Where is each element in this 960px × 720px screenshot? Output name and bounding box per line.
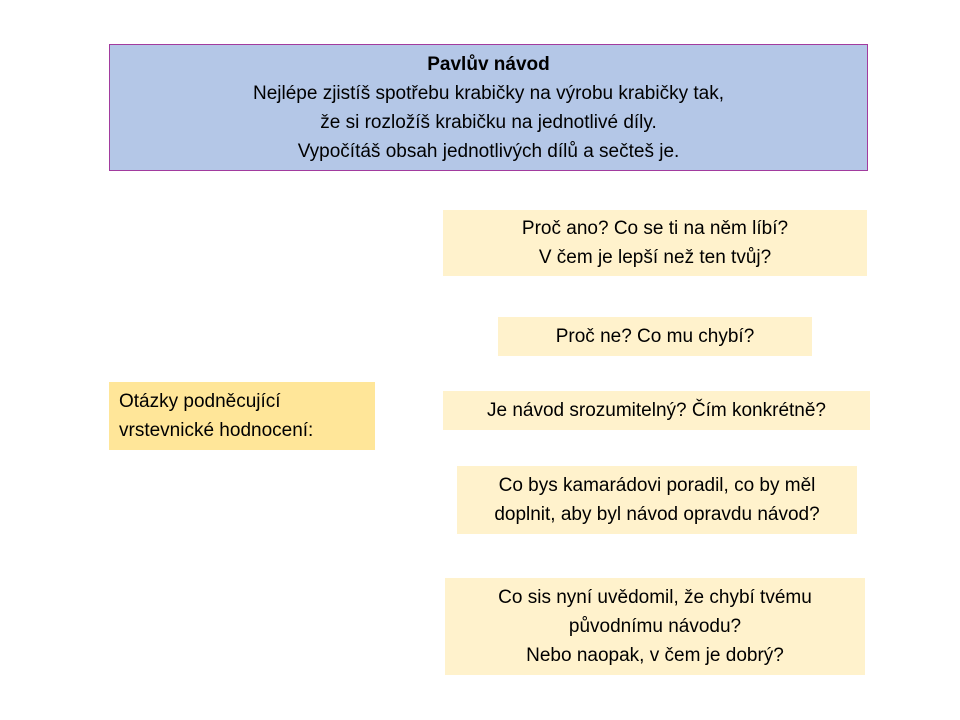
question-line: Proč ano? Co se ti na něm líbí? (521, 218, 789, 239)
guide-line: Vypočítáš obsah jednotlivých dílů a sečteš je. (297, 140, 680, 162)
guide-line: Nejlépe zjistíš spotřebu krabičky na výrobu krabičky tak, (253, 82, 724, 104)
question-line: Co sis nyní uvědomil, že chybí tvému (498, 587, 812, 608)
prompt-line: vrstevnické hodnocení: (119, 420, 314, 441)
prompt-line: Otázky podněcující (119, 391, 281, 412)
guide-line: že si rozložíš krabičku na jednotlivé díly. (320, 111, 657, 133)
question-box (445, 578, 865, 675)
question-box (443, 391, 870, 430)
question-box (443, 210, 867, 276)
peer-review-prompt-box (109, 382, 375, 450)
question-line: V čem je lepší než ten tvůj? (538, 247, 772, 268)
question-line: Proč ne? Co mu chybí? (555, 326, 755, 347)
question-box (457, 466, 857, 534)
guide-box (109, 44, 868, 171)
question-line: Je návod srozumitelný? Čím konkrétně? (487, 400, 826, 421)
question-line: Co bys kamarádovi poradil, co by měl (498, 475, 816, 496)
question-box (498, 317, 812, 356)
question-line: Nebo naopak, v čem je dobrý? (526, 645, 784, 666)
question-line: doplnit, aby byl návod opravdu návod? (494, 504, 820, 525)
guide-title: Pavlův návod (427, 53, 550, 75)
question-line: původnímu návodu? (568, 616, 742, 637)
